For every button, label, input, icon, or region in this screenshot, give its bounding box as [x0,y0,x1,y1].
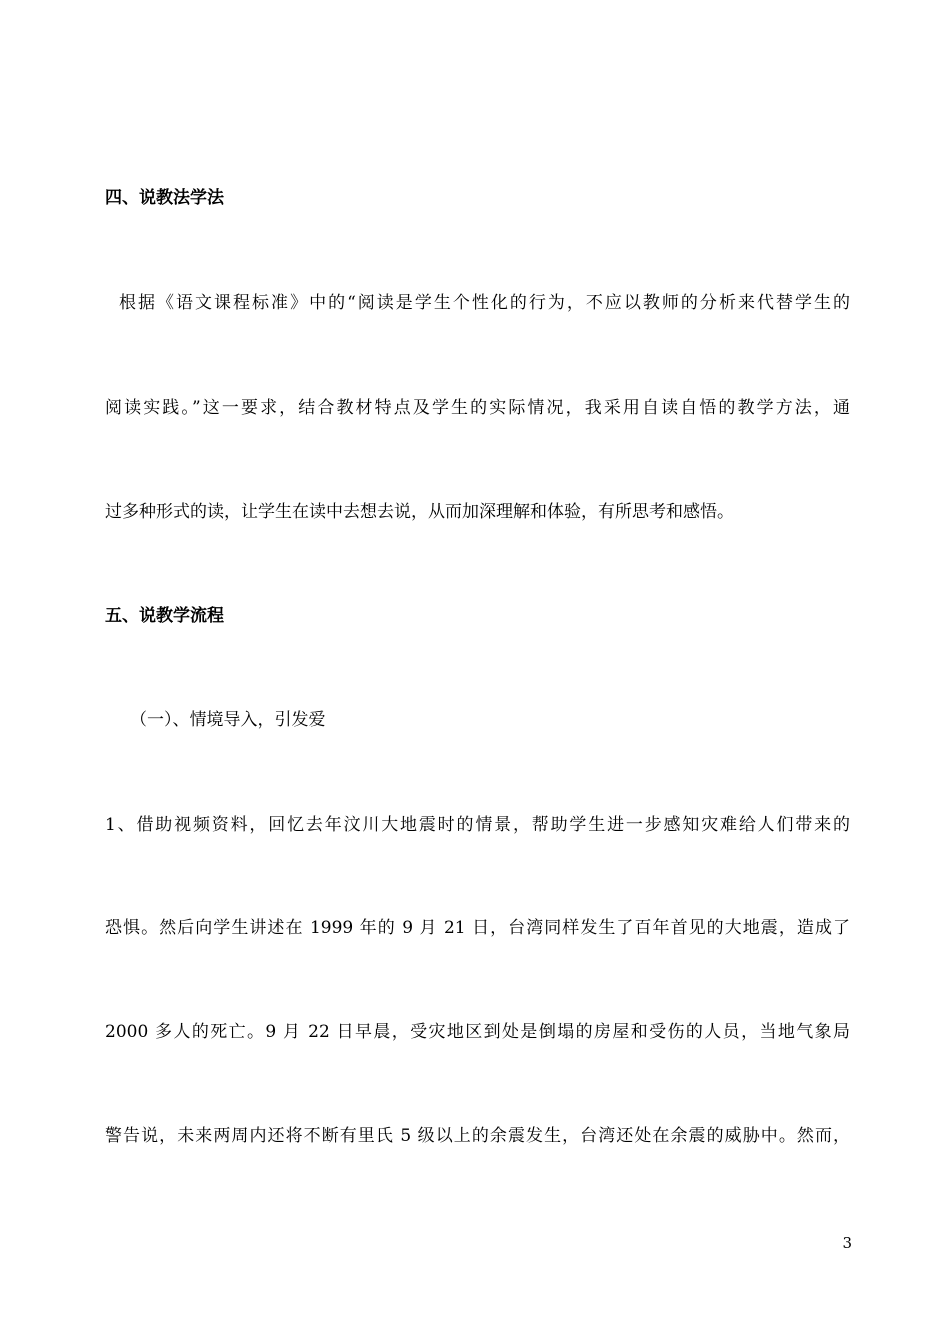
paragraph-line: 根据《语文课程标准》中的“阅读是学生个性化的行为，不应以教师的分析来代替学生的 [119,293,850,313]
subsection-heading: （一）、情境导入，引发爱 [130,710,326,730]
paragraph-line: 2000 多人的死亡。9 月 22 日早晨，受灾地区到处是倒塌的房屋和受伤的人员，当地气象局 [105,1022,850,1042]
paragraph-line: 过多种形式的读，让学生在读中去想去说，从而加深理解和体验，有所思考和感悟。 [105,502,734,522]
paragraph-line: 警告说，未来两周内还将不断有里氏 5 级以上的余震发生，台湾还处在余震的威胁中。然而， [105,1126,850,1146]
paragraph-line: 阅读实践。”这一要求，结合教材特点及学生的实际情况，我采用自读自悟的教学方法，通 [105,398,850,418]
section-heading-teaching-process: 五、说教学流程 [105,606,224,626]
section-heading-teaching-methods: 四、说教法学法 [105,188,224,208]
paragraph-line: 1、借助视频资料，回忆去年汶川大地震时的情景，帮助学生进一步感知灾难给人们带来的 [105,815,850,835]
paragraph-line: 恐惧。然后向学生讲述在 1999 年的 9 月 21 日，台湾同样发生了百年首见的大地震，造成了 [105,918,850,938]
page-number: 3 [842,1234,852,1252]
